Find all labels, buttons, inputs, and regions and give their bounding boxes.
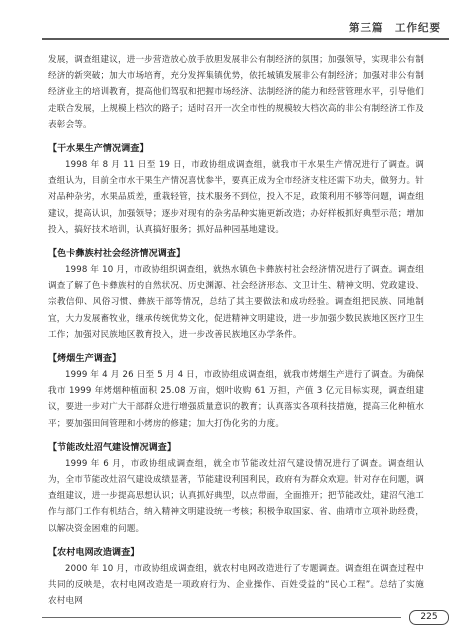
- body-paragraph: 2000 年 10 月，市政协组成调查组，就农村电网改造进行了专题调查。调查组在调查过程中共同的反映是，农村电网改造是一项政府行为、企业操作、百姓受益的“民心工程”。总结了实施农村电网: [48, 563, 424, 607]
- footer-divider: [42, 617, 401, 618]
- page-number: 225: [409, 610, 449, 625]
- section-title: 【节能改灶沼气建设情况调查】: [48, 442, 177, 453]
- body-paragraph: 发展，调查组建议，进一步营造放心放手放胆发展非公有制经济的氛围；加强领导，实现非公有制经济的新突破；加大市场培育，充分发挥集镇优势，依托城镇发展非公有制经济；加强对非公有制经济业主的培训教育，提高他们驾驭和把握市场经济、法制经济的能力和经营管理水平，引导他们走联合发展，上规模上档次的路子；适时召开一次全市性的规模较大档次高的非公有制经济工作及表彰会等。: [48, 55, 424, 130]
- section-title: 【干水果生产情况调查】: [48, 144, 149, 155]
- body-paragraph: 1999 年 4 月 26 日至 5 月 4 日，市政协组成调查组，就我市烤烟生产进行了调查。为确保我市 1999 年烤烟种植面积 25.08 万亩，烟叶收购 61 万担，产值 3 亿元目标实现，调查组建议，要进一步对广大干部群众进行增强质量意识的教育；认真落实各项科技措施，提高三化种植水平；要加强田间管理和小烤房的修建；加大打伪化劣的力度。: [48, 370, 424, 429]
- section-title: 【色卡彝族村社会经济情况调查】: [48, 249, 186, 260]
- body-paragraph: 1999 年 6 月，市政协组成调查组，就全市节能改灶沼气建设情况进行了调查。调查组认为，全市节能改灶沼气建设成绩显著，节能建设利国利民，政府有为群众欢迎。针对存在问题，调查组建议，进一步提高思想认识；认真抓好典型，以点带面，全面推开；把节能改灶，建沼气池工作与部门工作有机结合，纳入精神文明建设统一考核；积极争取国家、省、曲靖市立项补助经费，以解决资金困难的问题。: [48, 458, 424, 534]
- header-divider: [42, 38, 449, 40]
- page-header: [0, 18, 475, 40]
- section-header-label: 第三篇 工作纪要: [349, 22, 441, 34]
- body-paragraph: 1998 年 10 月，市政协组织调查组，就热水镇色卡彝族村社会经济情况进行了调查。调查组调查了解了色卡彝族村的自然状况、历史渊源、社会经济形态、文卫计生、精神文明、党政建设、宗教信仰、风俗习惯、彝族干部等情况，总结了其主要做法和成功经验。调查组把民族、同地制宜，大力发展畜牧业，继承传统优势文化，促进精神文明建设，进一步加强少数民族地区医疗卫生工作；加强对民族地区教育投入，进一步改善民族地区办学条件。: [48, 265, 424, 340]
- body-paragraph: 1998 年 8 月 11 日至 19 日，市政协组成调查组，就我市干水果生产情况进行了调查。调查组认为，目前全市水干果生产情况喜忧参半，要真正成为全市经济支柱还需下功夫，做努力。针对品种杂劣，水果品质差，重栽轻管，技术服务不到位，投入不足，政策利用不够等问题，调查组建议，提高认识，加强领导；逐步对现有的杂劣品种实施更新改造；办好样板抓好典型示范；增加投入，搞好技术培训，认真搞好服务；抓好品种园基地建设。: [48, 160, 424, 235]
- document-body: [48, 52, 424, 609]
- section-title: 【农村电网改造调查】: [48, 547, 140, 558]
- section-title: 【烤烟生产调查】: [48, 354, 122, 365]
